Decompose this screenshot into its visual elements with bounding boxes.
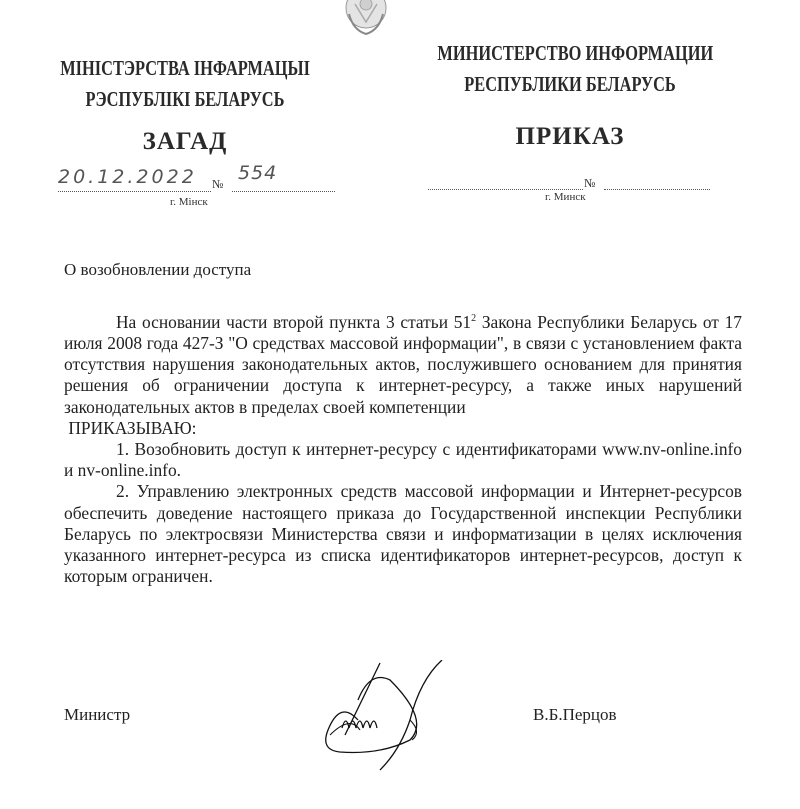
- preamble-part-2: Закона Республики Беларусь от 17 июля 2008 года 427-З "О средствах массовой информации", в связи с установлением факта отсутствия нарушения законодательных актов, послужившего основанием для принятия решения об ограничении доступа к интернет-ресурсу, а также иных нарушений законодательных актов в пределах своей компетенции: [64, 311, 742, 417]
- city-by: г. Мінск: [170, 196, 208, 208]
- number-sign-by: №: [212, 177, 224, 191]
- city-ru: г. Минск: [545, 191, 586, 203]
- state-emblem-icon: [343, 0, 389, 38]
- number-sign-ru: №: [584, 176, 596, 190]
- ministry-name-ru: [400, 38, 740, 100]
- signatory-name: В.Б.Перцов: [533, 705, 617, 724]
- document-subject: О возобновлении доступа: [64, 260, 252, 279]
- number-dotted-line-ru: [604, 189, 710, 190]
- handwritten-signature: [270, 660, 490, 775]
- document-body: [64, 308, 742, 587]
- article-superscript: 2: [471, 313, 477, 324]
- date-dotted-line-ru: [428, 189, 583, 190]
- order-item-2: 2. Управлению электронных средств массовой информации и Интернет-ресурсов обеспечить доведение настоящего приказа до Государственной инспекции Республики Беларусь по электросвязи Министерства связи и информатизации в целях исключения указанного интернет-ресурса из списка идентификаторов интернет-ресурсов, доступ к которым ограничен.: [64, 481, 742, 587]
- doc-type-ru: ПРИКАЗ: [515, 123, 625, 150]
- signatory-title: Министр: [64, 705, 131, 724]
- date-dotted-line-by: [58, 191, 211, 192]
- number-dotted-line-by: [232, 191, 335, 192]
- order-word: ПРИКАЗЫВАЮ:: [64, 417, 197, 438]
- ministry-line-2-ru: РЕСПУБЛИКИ БЕЛАРУСЬ: [464, 72, 676, 96]
- ministry-line-2-by: РЭСПУБЛІКІ БЕЛАРУСЬ: [85, 87, 285, 111]
- ministry-line-1-by: МІНІСТЭРСТВА ІНФАРМАЦЫІ: [60, 56, 310, 80]
- handwritten-date: 20.12.2022: [58, 166, 197, 188]
- preamble-paragraph: [64, 308, 742, 418]
- ministry-line-1-ru: МИНИСТЕРСТВО ИНФОРМАЦИИ: [437, 41, 714, 65]
- handwritten-number: 554: [238, 162, 278, 184]
- order-item-1: 1. Возобновить доступ к интернет-ресурсу с идентификаторами www.nv-online.info и nv-online.info.: [64, 439, 742, 481]
- doc-type-by: ЗАГАД: [142, 128, 228, 155]
- ministry-name-by: [25, 53, 345, 115]
- preamble-part-1: На основании части второй пункта 3 статьи 51: [116, 311, 472, 332]
